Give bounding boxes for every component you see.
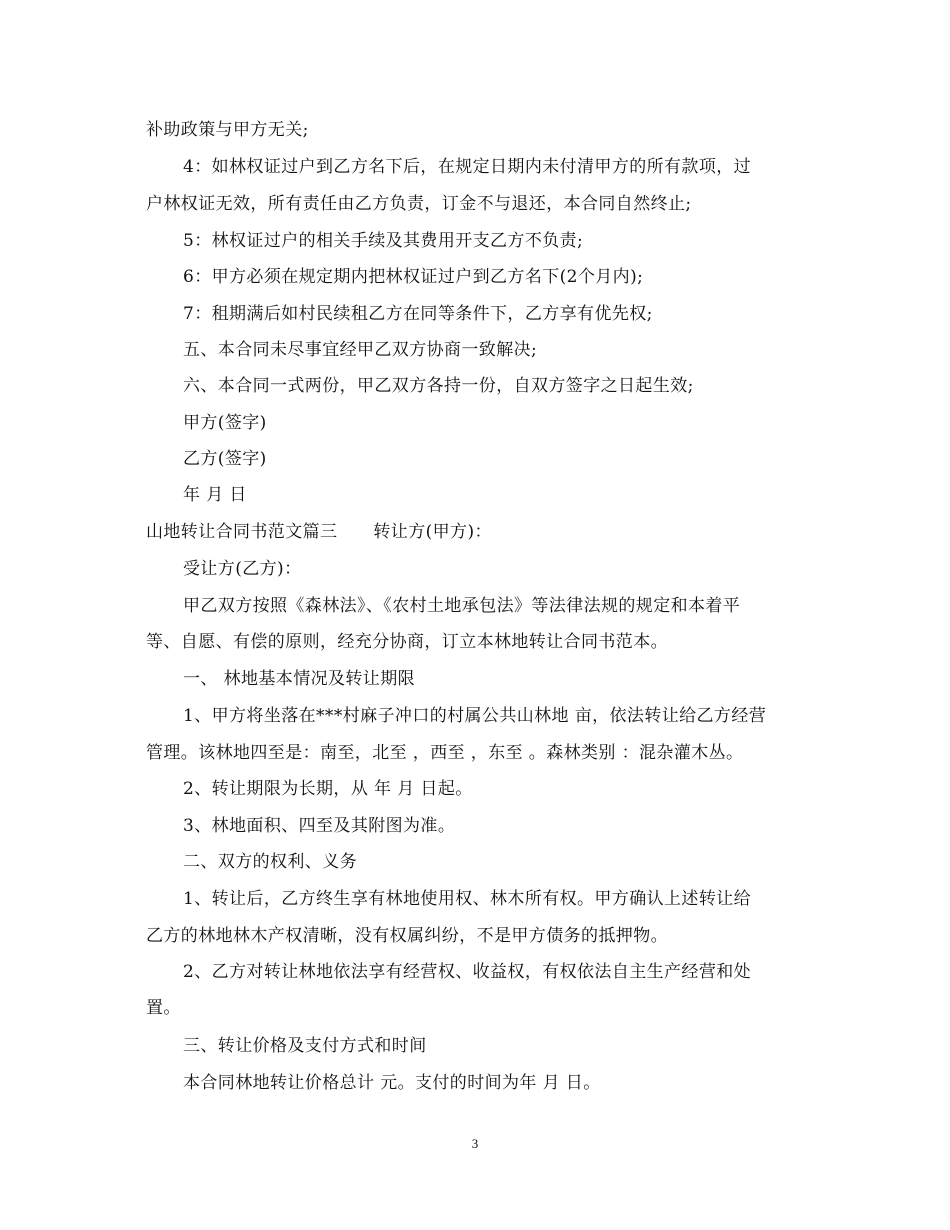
section-heading: 六、本合同一式两份，甲乙双方各持一份，自双方签字之日起生效; bbox=[183, 376, 694, 396]
body-line: 管理。该林地四至是：南至，北至 ，西至 ，东至 。森林类别 ：混杂灌木丛。 bbox=[146, 743, 744, 763]
signature-line-party-a: 甲方(签字) bbox=[183, 413, 267, 433]
body-line: 3、林地面积、四至及其附图为准。 bbox=[183, 816, 456, 836]
body-line: 5：林权证过户的相关手续及其费用开支乙方不负责; bbox=[183, 231, 584, 251]
section-heading: 三、转让价格及支付方式和时间 bbox=[183, 1036, 427, 1056]
body-line: 4：如林权证过户到乙方名下后，在规定日期内未付清甲方的所有款项，过 bbox=[183, 157, 752, 177]
body-line: 2、转让期限为长期，从 年 月 日起。 bbox=[183, 779, 473, 799]
body-line: 置。 bbox=[146, 998, 181, 1018]
body-line: 等、自愿、有偿的原则，经充分协商，订立本林地转让合同书范本。 bbox=[146, 632, 668, 652]
body-line: 1、转让后，乙方终生享有林地使用权、林木所有权。甲方确认上述转让给 bbox=[183, 889, 752, 909]
body-line: 户林权证无效，所有责任由乙方负责，订金不与退还，本合同自然终止; bbox=[146, 194, 692, 214]
section-heading: 一、 林地基本情况及转让期限 bbox=[183, 669, 416, 689]
body-line: 7：租期满后如村民续租乙方在同等条件下，乙方享有优先权; bbox=[183, 304, 653, 324]
transferor-label: 转让方(甲方)： bbox=[373, 522, 492, 542]
section-heading: 二、双方的权利、义务 bbox=[183, 852, 357, 872]
page-number: 3 bbox=[471, 1136, 479, 1151]
date-line: 年 月 日 bbox=[183, 485, 247, 505]
section-heading: 五、本合同未尽事宜经甲乙双方协商一致解决; bbox=[183, 340, 538, 360]
body-line: 2、乙方对转让林地依法享有经营权、收益权，有权依法自主生产经营和处 bbox=[183, 962, 752, 982]
body-line: 甲乙双方按照《森林法》、《农村土地承包法》等法律法规的规定和本着平 bbox=[183, 596, 741, 616]
body-line: 1、甲方将坐落在***村麻子冲口的村属公共山林地 亩，依法转让给乙方经营 bbox=[183, 706, 767, 726]
signature-line-party-b: 乙方(签字) bbox=[183, 449, 267, 469]
article-title-row bbox=[146, 520, 492, 544]
body-line: 6：甲方必须在规定期内把林权证过户到乙方名下(2个月内); bbox=[183, 267, 644, 287]
body-line: 本合同林地转让价格总计 元。支付的时间为年 月 日。 bbox=[183, 1073, 601, 1093]
body-line: 乙方的林地林木产权清晰，没有权属纠纷，不是甲方债务的抵押物。 bbox=[146, 926, 668, 946]
article-title: 山地转让合同书范文篇三 bbox=[146, 522, 338, 542]
body-line: 补助政策与甲方无关; bbox=[146, 120, 309, 140]
transferee-label: 受让方(乙方)： bbox=[183, 559, 302, 579]
